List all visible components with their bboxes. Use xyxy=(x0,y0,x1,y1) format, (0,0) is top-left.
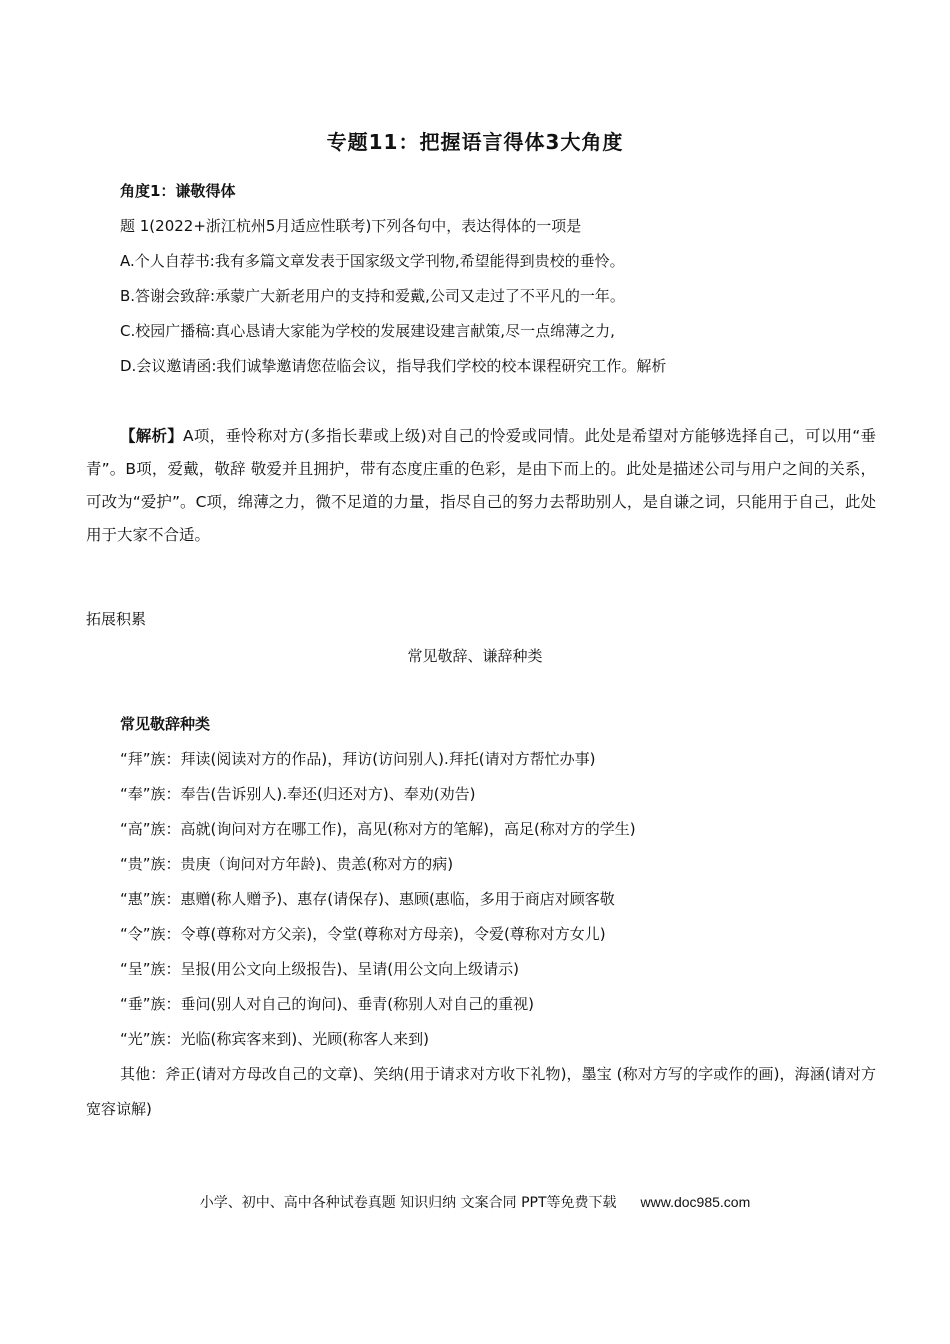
list-item: “光”族：光临(称宾客来到)、光顾(称客人来到) xyxy=(120,1030,429,1048)
list-item: “高”族：高就(询问对方在哪工作)，高见(称对方的笔解)，高足(称对方的学生) xyxy=(120,820,636,838)
option-b: B.答谢会致辞:承蒙广大新老用户的支持和爱戴,公司又走过了不平凡的一年。 xyxy=(120,287,625,305)
footer-text: 小学、初中、高中各种试卷真题 知识归纳 文案合同 PPT等免费下载 xyxy=(199,1195,617,1211)
extension-label: 拓展积累 xyxy=(86,610,147,628)
list-item: “垂”族：垂问(别人对自己的询问)、垂青(称别人对自己的重视) xyxy=(120,995,534,1013)
footer-url[interactable]: www.doc985.com xyxy=(640,1194,751,1210)
option-a: A.个人自荐书:我有多篇文章发表于国家级文学刊物,希望能得到贵校的垂怜。 xyxy=(120,252,625,270)
table-title: 常见敬辞、谦辞种类 xyxy=(407,647,543,665)
list-item: “惠”族：惠赠(称人赠予)、惠存(请保存)、惠顾(惠临，多用于商店对顾客敬 xyxy=(120,890,615,908)
page-title: 专题11：把握语言得体3大角度 xyxy=(326,130,624,154)
angle1-heading: 角度1：谦敬得体 xyxy=(120,182,236,200)
option-c: C.校园广播稿:真心恳请大家能为学校的发展建设建言献策,尽一点绵薄之力, xyxy=(120,322,615,340)
list-item: “贵”族：贵庚（询问对方年龄)、贵恙(称对方的病) xyxy=(120,855,454,873)
option-d: D.会议邀请函:我们诚挚邀请您莅临会议，指导我们学校的校本课程研究工作。解析 xyxy=(120,357,667,375)
list-item: “拜”族：拜读(阅读对方的作品)，拜访(访问别人).拜托(请对方帮忙办事) xyxy=(120,750,596,768)
analysis-label: 【解析】 xyxy=(120,427,184,445)
analysis-text: A项，垂怜称对方(多指长辈或上级)对自己的怜爱或同情。此处是希望对方能够选择自己，可以用“垂青”。B项，爱戴，敬辞 敬爱并且拥护，带有态度庄重的色彩，是由下而上的。此处是描述公司与用户之间的关系，可改为“爱护”。C项，绵薄之力，微不足道的力量，指尽自己的努力去帮助别人，是自谦之词，只能用于自己，此处用于大家不合适。 xyxy=(86,427,876,544)
analysis-paragraph xyxy=(86,420,876,552)
list-item: “呈”族：呈报(用公文向上级报告)、呈请(用公文向上级请示) xyxy=(120,960,519,978)
list-item: “令”族：令尊(尊称对方父亲)，令堂(尊称对方母亲)，令爱(尊称对方女儿) xyxy=(120,925,606,943)
list-item: “奉”族：奉告(告诉别人).奉还(归还对方)、奉劝(劝告) xyxy=(120,785,476,803)
other-honorifics: 其他：斧正(请对方母改自己的文章)、笑纳(用于请求对方收下礼物)，墨宝 (称对方写的字或作的画)，海涵(请对方宽容谅解) xyxy=(86,1065,876,1118)
footer xyxy=(0,1192,950,1212)
question-stem: 题 1(2022+浙江杭州5月适应性联考)下列各句中，表达得体的一项是 xyxy=(120,217,582,235)
honorifics-heading: 常见敬辞种类 xyxy=(120,715,211,733)
